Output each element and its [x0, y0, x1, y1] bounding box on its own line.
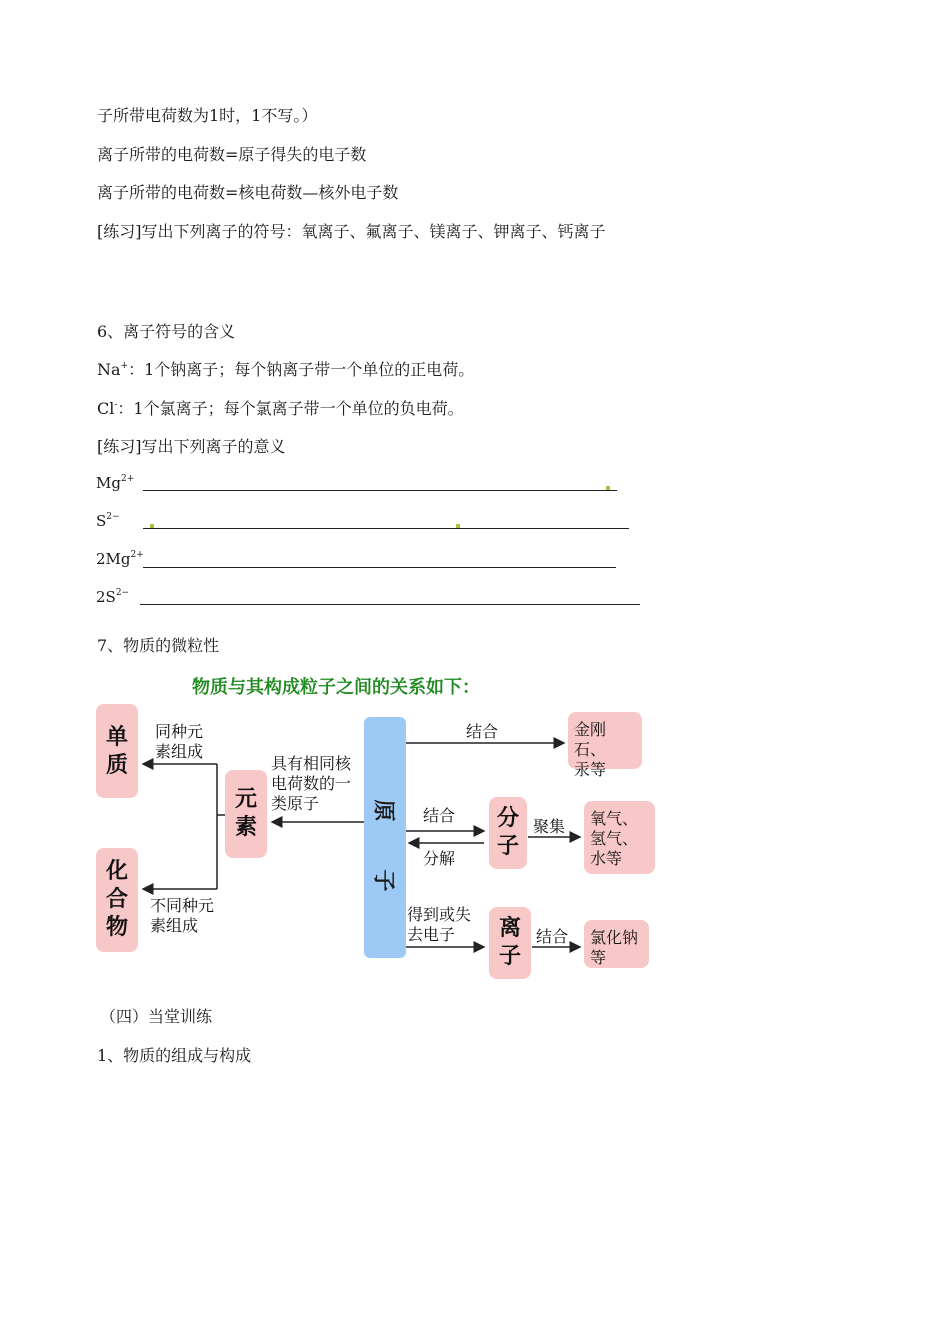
cl-meaning-text: ：1个氯离子；每个氯离子带一个单位的负电荷。 — [117, 399, 464, 418]
text-line-charge-note: 子所带电荷数为1时，1不写。） — [97, 106, 318, 125]
ion-2s: $2S^{2-}$ — [96, 588, 130, 606]
ion-mg: $Mg^{2+}$ — [96, 474, 135, 492]
cl-symbol: Cl — [97, 399, 115, 418]
label-combine-middle: 结合 — [423, 806, 456, 825]
text-line-electrons: 离子所带的电荷数=原子得失的电子数 — [97, 145, 367, 164]
item-1-heading: 1、物质的组成与构成 — [97, 1046, 252, 1065]
box-compound: 化 合 物 — [96, 848, 138, 952]
box-diamond-mercury: 金刚石、 汞等 — [568, 712, 642, 769]
section-4-heading: （四）当堂训练 — [100, 1007, 213, 1026]
ion-s: $S^{2-}$ — [96, 512, 120, 530]
label-same-element: 同种元 素组成 — [155, 722, 204, 761]
label-same-nuclear-charge: 具有相同核 电荷数的一 类原子 — [271, 754, 352, 813]
label-gain-lose-electrons: 得到或失 去电子 — [407, 905, 472, 944]
section-6-heading: 6、离子符号的含义 — [97, 322, 236, 341]
label-combine-top: 结合 — [466, 722, 499, 741]
na-symbol: Na — [97, 360, 121, 379]
label-decompose: 分解 — [423, 849, 456, 868]
box-elementary-substance: 单 质 — [96, 704, 138, 798]
section-7-heading: 7、物质的微粒性 — [97, 636, 220, 655]
na-meaning-text: ：1个钠离子；每个钠离子带一个单位的正电荷。 — [128, 360, 475, 379]
box-element: 元 素 — [225, 770, 267, 858]
label-aggregate: 聚集 — [533, 817, 566, 836]
ion-2mg: $2Mg^{2+}$ — [96, 550, 144, 568]
label-combine-bottom: 结合 — [536, 927, 569, 946]
practice-ion-symbols: [练习]写出下列离子的符号：氧离子、氟离子、镁离子、钾离子、钙离子 — [97, 222, 606, 241]
atom-char-1: 原 — [370, 799, 396, 822]
practice-ion-meaning: [练习]写出下列离子的意义 — [97, 437, 286, 456]
na-charge: + — [120, 361, 129, 371]
box-sodium-chloride: 氯化钠 等 — [584, 920, 649, 968]
cl-charge: - — [114, 400, 118, 410]
box-atom — [364, 717, 406, 958]
box-ion: 离 子 — [489, 907, 531, 979]
diagram-title: 物质与其构成粒子之间的关系如下： — [192, 677, 480, 698]
box-molecule: 分 子 — [489, 797, 527, 869]
text-line-nuclear-charge: 离子所带的电荷数=核电荷数—核外电子数 — [97, 183, 399, 202]
label-different-element: 不同种元 素组成 — [150, 896, 215, 935]
box-oxygen-hydrogen-water: 氧气、 氢气、 水等 — [584, 801, 655, 874]
atom-char-2: 子 — [370, 869, 396, 892]
